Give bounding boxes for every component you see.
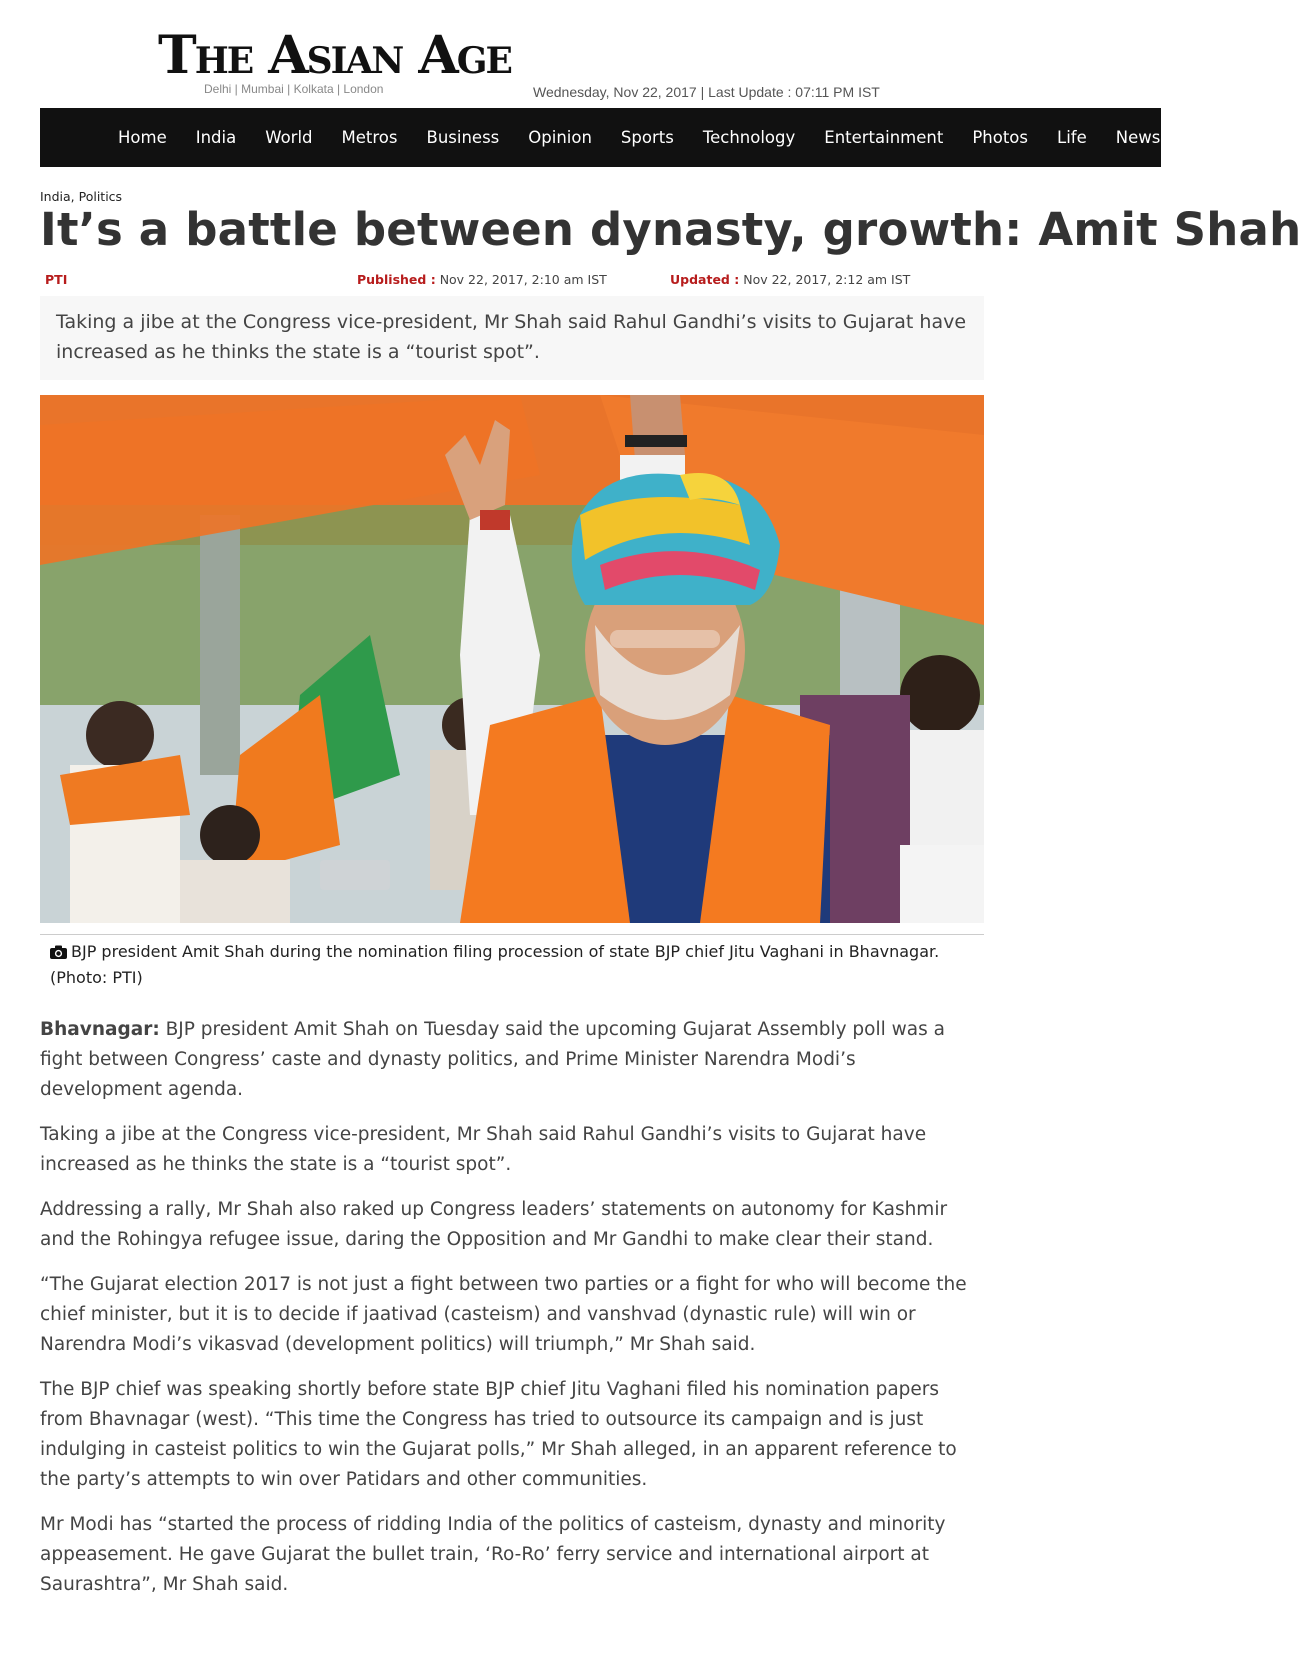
date-and-update bbox=[533, 84, 880, 100]
body-paragraph: Addressing a rally, Mr Shah also raked up Congress leaders’ statements on autonomy for Kashmir and the Rohingya refugee issue, daring the Opposition and Mr Gandhi to make clear their stand. bbox=[40, 1199, 948, 1250]
nav-newsmakers[interactable]: Newsmakers bbox=[1115, 128, 1222, 147]
article-title: It’s a battle between dynasty, growth: Amit Shah bbox=[40, 203, 1301, 256]
last-update-time: 07:11 PM IST bbox=[795, 84, 880, 100]
body-paragraph: Taking a jibe at the Congress vice-president, Mr Shah said Rahul Gandhi’s visits to Gujarat have increased as he thinks the state is a “tourist spot”. bbox=[40, 1124, 927, 1175]
updated-date: Nov 22, 2017, 2:12 am IST bbox=[743, 272, 911, 287]
nav-metros[interactable]: Metros bbox=[341, 128, 398, 147]
last-update-label: Last Update : bbox=[708, 84, 792, 100]
caption-text: BJP president Amit Shah during the nomination filing procession of state BJP chief Jitu Vaghani in Bhavnagar. (Photo: PTI) bbox=[50, 942, 940, 987]
edition-cities: Delhi | Mumbai | Kolkata | London bbox=[204, 82, 384, 96]
photo-caption bbox=[50, 940, 950, 990]
dateline: Bhavnagar: bbox=[40, 1019, 160, 1040]
updated-label: Updated : bbox=[670, 272, 740, 287]
article-photo[interactable] bbox=[40, 395, 984, 923]
current-date: Wednesday, Nov 22, 2017 bbox=[533, 84, 697, 100]
nav-photos[interactable]: Photos bbox=[972, 128, 1028, 147]
article-body bbox=[40, 1015, 975, 1615]
body-paragraph: Mr Modi has “started the process of ridding India of the politics of casteism, dynasty and minority appeasement. He gave Gujarat the bullet train, ‘Ro-Ro’ ferry service and international airport at Saurashtra”, Mr Shah said. bbox=[40, 1514, 946, 1595]
nav-technology[interactable]: Technology bbox=[702, 128, 796, 147]
body-paragraph: “The Gujarat election 2017 is not just a fight between two parties or a fight for who will become the chief minister, but it is to decide if jaativad (casteism) and vanshvad (dynastic rule) will win or Narendra Modi’s vikasvad (development politics) will triumph,” Mr Shah said. bbox=[40, 1274, 967, 1355]
lead-text: BJP president Amit Shah on Tuesday said the upcoming Gujarat Assembly poll was a fight between Congress’ caste and dynasty politics, and Prime Minister Narendra Modi’s development agenda. bbox=[40, 1019, 945, 1100]
nav-opinion[interactable]: Opinion bbox=[528, 128, 592, 147]
nav-life[interactable]: Life bbox=[1057, 128, 1087, 147]
camera-icon bbox=[50, 942, 67, 966]
nav-world[interactable]: World bbox=[265, 128, 313, 147]
main-nav bbox=[40, 108, 1222, 167]
article-category[interactable]: India, Politics bbox=[40, 189, 123, 204]
nav-business[interactable]: Business bbox=[426, 128, 500, 147]
article-summary: Taking a jibe at the Congress vice-president, Mr Shah said Rahul Gandhi’s visits to Gujarat have increased as he thinks the state is a “tourist spot”. bbox=[40, 296, 984, 380]
published-date: Nov 22, 2017, 2:10 am IST bbox=[439, 272, 607, 287]
published-label: Published : bbox=[357, 272, 436, 287]
published-info bbox=[357, 272, 607, 287]
nav-home[interactable]: Home bbox=[118, 128, 167, 147]
nav-sports[interactable]: Sports bbox=[620, 128, 674, 147]
photo-divider bbox=[40, 934, 984, 935]
nav-entertainment[interactable]: Entertainment bbox=[824, 128, 944, 147]
updated-info bbox=[670, 272, 910, 287]
lead-paragraph bbox=[40, 1015, 975, 1105]
nav-india[interactable]: India bbox=[195, 128, 237, 147]
source-name[interactable]: PTI bbox=[45, 272, 68, 287]
date-separator: | bbox=[700, 84, 705, 100]
article-source[interactable] bbox=[45, 272, 67, 287]
body-paragraph: The BJP chief was speaking shortly before state BJP chief Jitu Vaghani filed his nomination papers from Bhavnagar (west). “This time the Congress has tried to outsource its campaign and is just indulging in casteist politics to win the Gujarat polls,” Mr Shah alleged, in an apparent reference to the party’s attempts to win over Patidars and other communities. bbox=[40, 1379, 957, 1490]
site-logo[interactable]: The Asian Age bbox=[158, 25, 511, 86]
